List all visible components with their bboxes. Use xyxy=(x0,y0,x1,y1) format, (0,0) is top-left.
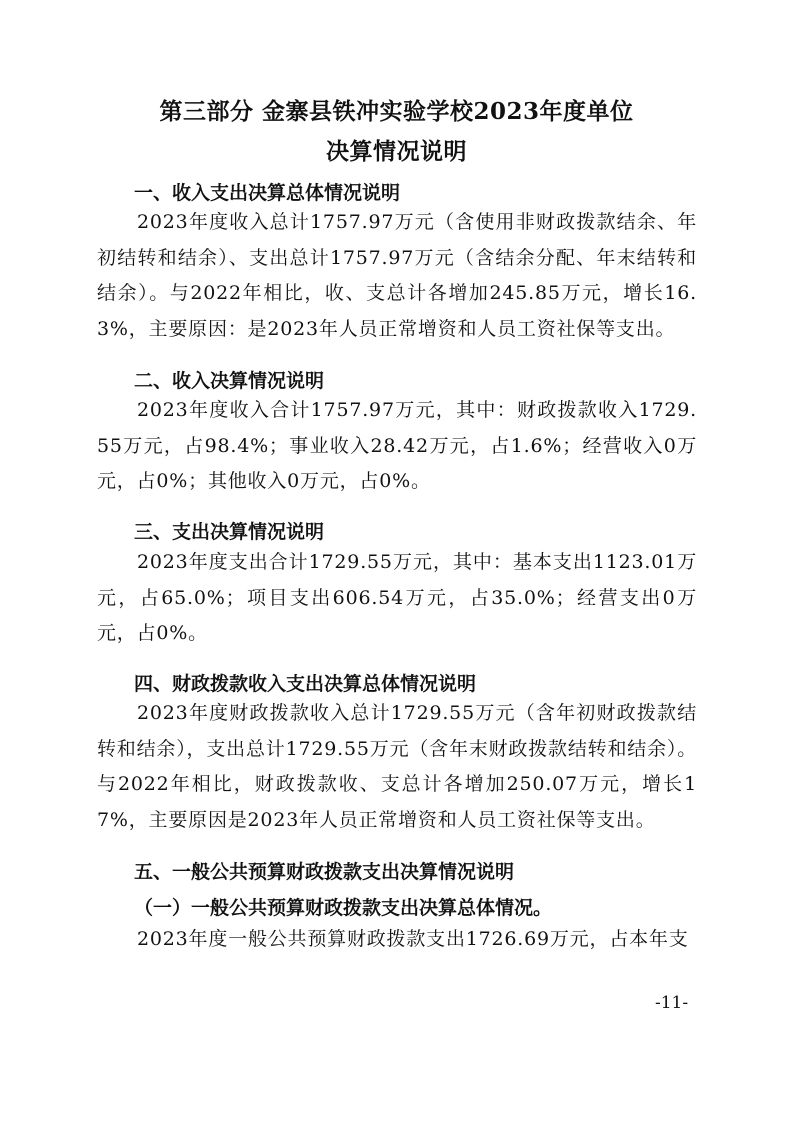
section-heading-2: 二、收入决算情况说明 xyxy=(134,370,325,392)
section-heading-5: 五、一般公共预算财政拨款支出决算情况说明 xyxy=(134,861,515,883)
section-heading-3: 三、支出决算情况说明 xyxy=(134,521,325,543)
section-heading-1: 一、收入支出决算总体情况说明 xyxy=(134,182,401,204)
section-subheading-5-1: （一）一般公共预算财政拨款支出决算总体情况。 xyxy=(134,897,553,919)
section-paragraph-3: 2023年度支出合计1729.55万元，其中：基本支出1123.01万元，占65.0%；项目支出606.54万元，占35.0%；经营支出0万元，占0%。 xyxy=(97,551,697,644)
section-paragraph-1: 2023年度收入总计1757.97万元（含使用非财政拨款结余、年初结转和结余）、支出总计1757.97万元（含结余分配、年末结转和结余）。与2022年相比，收、支总计各增加245.85万元，增长16.3%，主要原因：是2023年人员正常增资和人员工资社保等支出。 xyxy=(97,211,697,340)
section-paragraph-2: 2023年度收入合计1757.97万元，其中：财政拨款收入1729.55万元，占98.4%；事业收入28.42万元，占1.6%；经营收入0万元，占0%；其他收入0万元，占0%。 xyxy=(97,399,697,492)
page-number: -11- xyxy=(655,993,689,1013)
section-paragraph-5: 2023年度一般公共预算财政拨款支出1726.69万元，占本年支 xyxy=(137,928,689,950)
section-paragraph-4: 2023年度财政拨款收入总计1729.55万元（含年初财政拨款结转和结余），支出总计1729.55万元（含年末财政拨款结转和结余）。与2022年相比，财政拨款收、支总计各增加250.07万元，增长17%，主要原因是2023年人员正常增资和人员工资社保等支出。 xyxy=(97,702,697,831)
section-heading-4: 四、财政拨款收入支出决算总体情况说明 xyxy=(134,673,477,695)
page-title-line2: 决算情况说明 xyxy=(326,138,467,165)
page-title-line1: 第三部分 金寨县铁冲实验学校2023年度单位 xyxy=(159,98,634,125)
